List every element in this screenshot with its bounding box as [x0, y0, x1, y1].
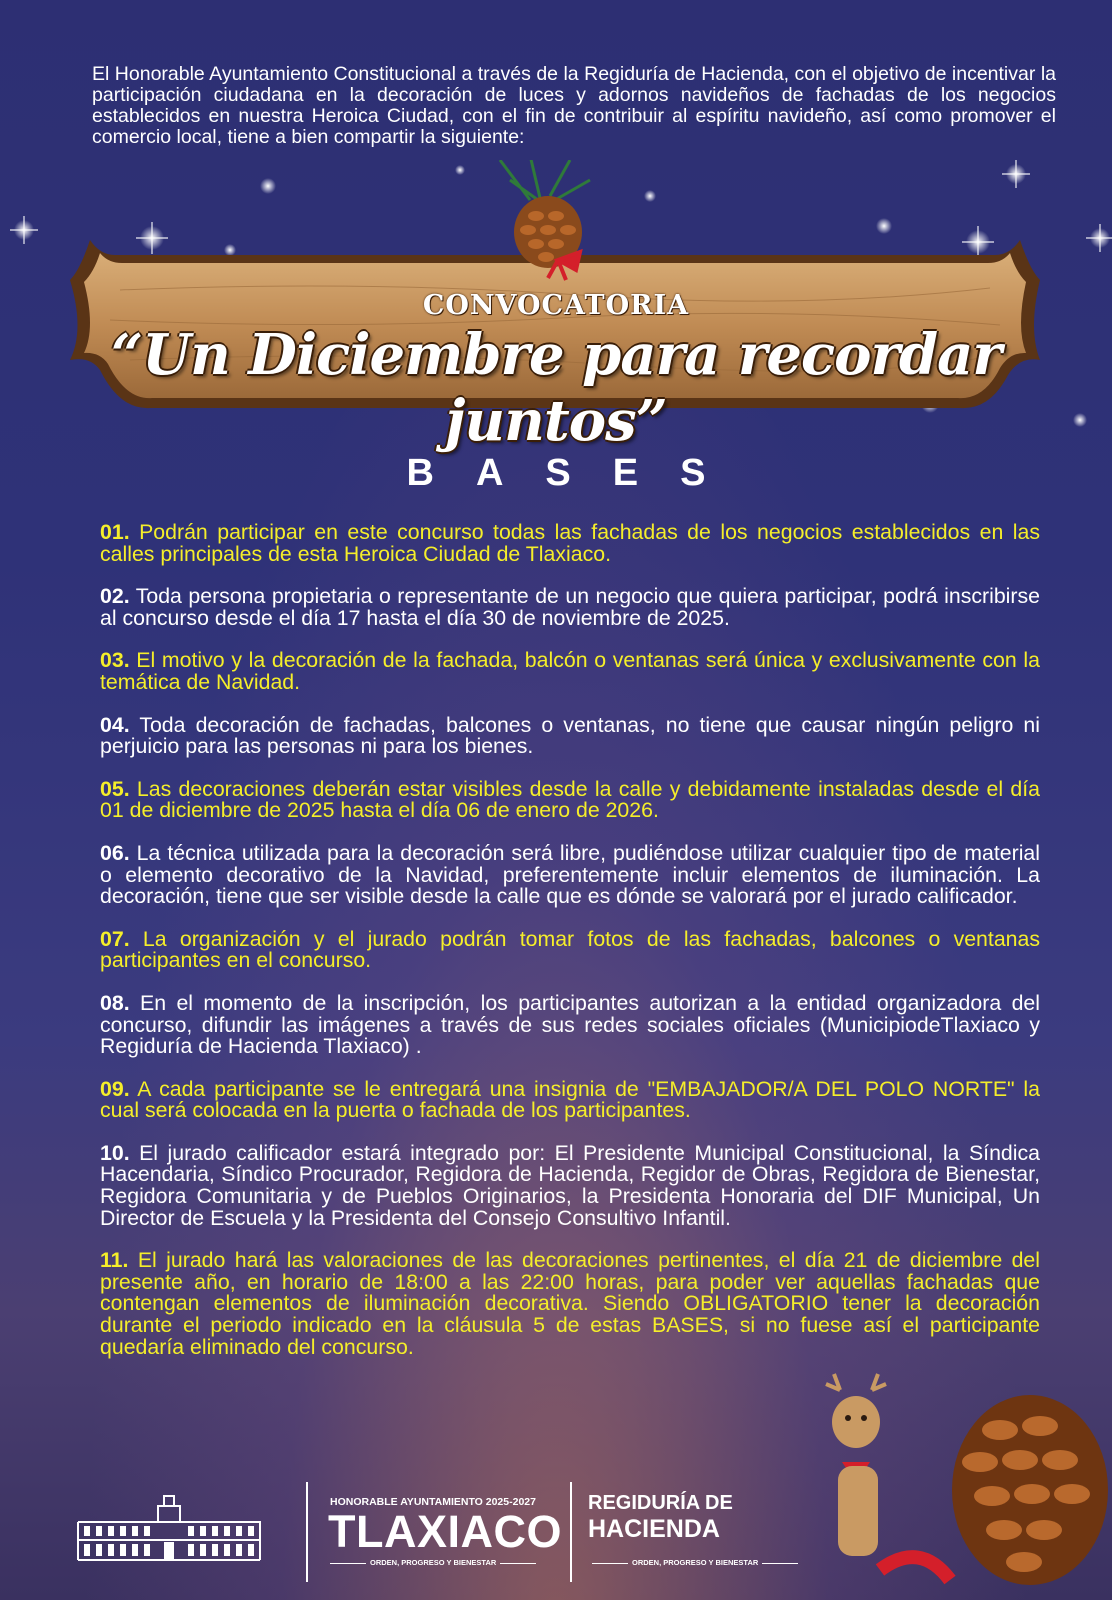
rule-number: 11. [100, 1248, 129, 1273]
rule-item [100, 1140, 1041, 1230]
rule-number: 09. [100, 1076, 130, 1101]
rule-item [100, 1076, 1040, 1123]
motto-ayuntamiento: ORDEN, PROGRESO Y BIENESTAR [326, 1558, 540, 1567]
municipal-palace-icon [76, 1492, 262, 1562]
rule-number: 06. [100, 840, 130, 865]
rule-number: 10. [100, 1140, 130, 1165]
intro-paragraph: El Honorable Ayuntamiento Constitucional a través de la Regiduría de Hacienda, con el objetivo de incentivar la participación ciudadana en la decoración de luces y adornos navideños de fachadas de los negocios establecidos en nuestra Heroica Ciudad, con el fin de contribuir al espíritu navideño, así como promover el comercio local, tiene a bien compartir la siguiente: [92, 63, 1056, 148]
footer-divider-2 [570, 1482, 572, 1582]
rule-number: 01. [100, 520, 130, 544]
rule-text: A cada participante se le entregará una insignia de "EMBAJADOR/A DEL POLO NORTE" la cual será colocada en la puerta o fachada de los participantes. [100, 1076, 1040, 1123]
sign-title: CONVOCATORIA [422, 290, 690, 321]
rule-item [100, 926, 1041, 973]
rule-text: El jurado calificador estará integrado por: El Presidente Municipal Constitucional, la Síndica Hacendaria, Síndico Procurador, Regidora de Hacienda, Regidor de Obras, Regidora de Bienestar, Regidora Comunitaria y de Pueblos Originarios, la Presidenta Honoraria del DIF Municipal, Un Director de Escuela y la Presidenta del Consejo Consultivo Infantil. [100, 1140, 1041, 1230]
rule-item [100, 776, 1040, 823]
footer-divider-1 [306, 1482, 308, 1582]
rule-item [100, 522, 1040, 565]
ayuntamiento-label: HONORABLE AYUNTAMIENTO 2025-2027 [330, 1496, 536, 1508]
bases-heading: BASES [406, 452, 748, 494]
rule-text: El jurado hará las valoraciones de las decoraciones pertinentes, el día 21 de diciembre del presente año, en horario de 18:00 a las 22:00 horas, para poder ver aquellas fachadas que contengan elementos de iluminación decorativa. Siendo OBLIGATORIO tener la decoración durante el periodo indicado en la cláusula 5 de estas BASES, si no fuese así el participante quedaría eliminado del concurso. [100, 1248, 1040, 1359]
rule-text: Toda decoración de fachadas, balcones o ventanas, no tiene que causar ningún peligro ni perjuicio para las personas ni para los bienes. [100, 712, 1040, 759]
rule-number: 02. [100, 584, 130, 609]
rule-text: Toda persona propietaria o representante de un negocio que quiera participar, podrá inscribirse al concurso desde el día 17 hasta el día 30 de noviembre de 2025. [100, 584, 1040, 630]
regiduria-line1: REGIDURÍA DE [588, 1492, 733, 1514]
rule-number: 07. [100, 926, 130, 951]
tlaxiaco-logo-text: TLAXIACO [328, 1506, 562, 1557]
motto-regiduria: ORDEN, PROGRESO Y BIENESTAR [588, 1558, 802, 1567]
sign-subtitle: “Un Diciembre para recordar juntos” [111, 322, 1001, 454]
rule-item [100, 586, 1040, 629]
rule-item [100, 650, 1040, 693]
rule-item [100, 840, 1041, 909]
rule-text: Podrán participar en este concurso todas las fachadas de los negocios establecidos en las calles principales de esta Heroica Ciudad de Tlaxiaco. [100, 520, 1040, 566]
rule-item [100, 990, 1040, 1059]
rule-number: 08. [100, 990, 130, 1015]
rule-number: 03. [100, 648, 130, 673]
rule-text: En el momento de la inscripción, los participantes autorizan a la entidad organizadora del concurso, difundir las imágenes a través de sus redes sociales oficiales (MunicipiodeTlaxiaco y Regiduría de Hacienda Tlaxiaco) . [100, 990, 1040, 1059]
regiduria-line2: HACIENDA [588, 1515, 720, 1543]
rules-list [100, 522, 1040, 1379]
rule-text: La organización y el jurado podrán tomar fotos de las fachadas, balcones o ventanas participantes en el concurso. [100, 926, 1041, 973]
rule-text: La técnica utilizada para la decoración será libre, pudiéndose utilizar cualquier tipo de material o elemento decorativo de la Navidad, preferentemente incluir elementos de iluminación. La decoración, tiene que ser visible desde la calle que es dónde se valorará por el jurado calificador. [100, 840, 1041, 909]
regiduria-logo [588, 1490, 733, 1542]
rule-item [100, 1250, 1040, 1358]
rule-item [100, 712, 1040, 759]
footer [0, 1470, 1112, 1600]
rule-text: Las decoraciones deberán estar visibles desde la calle y debidamente instaladas desde el día 01 de diciembre de 2025 hasta el día 06 de enero de 2026. [100, 776, 1040, 823]
rule-number: 04. [100, 712, 130, 737]
rule-number: 05. [100, 776, 130, 801]
rule-text: El motivo y la decoración de la fachada, balcón o ventanas será única y exclusivamente con la temática de Navidad. [100, 648, 1040, 694]
